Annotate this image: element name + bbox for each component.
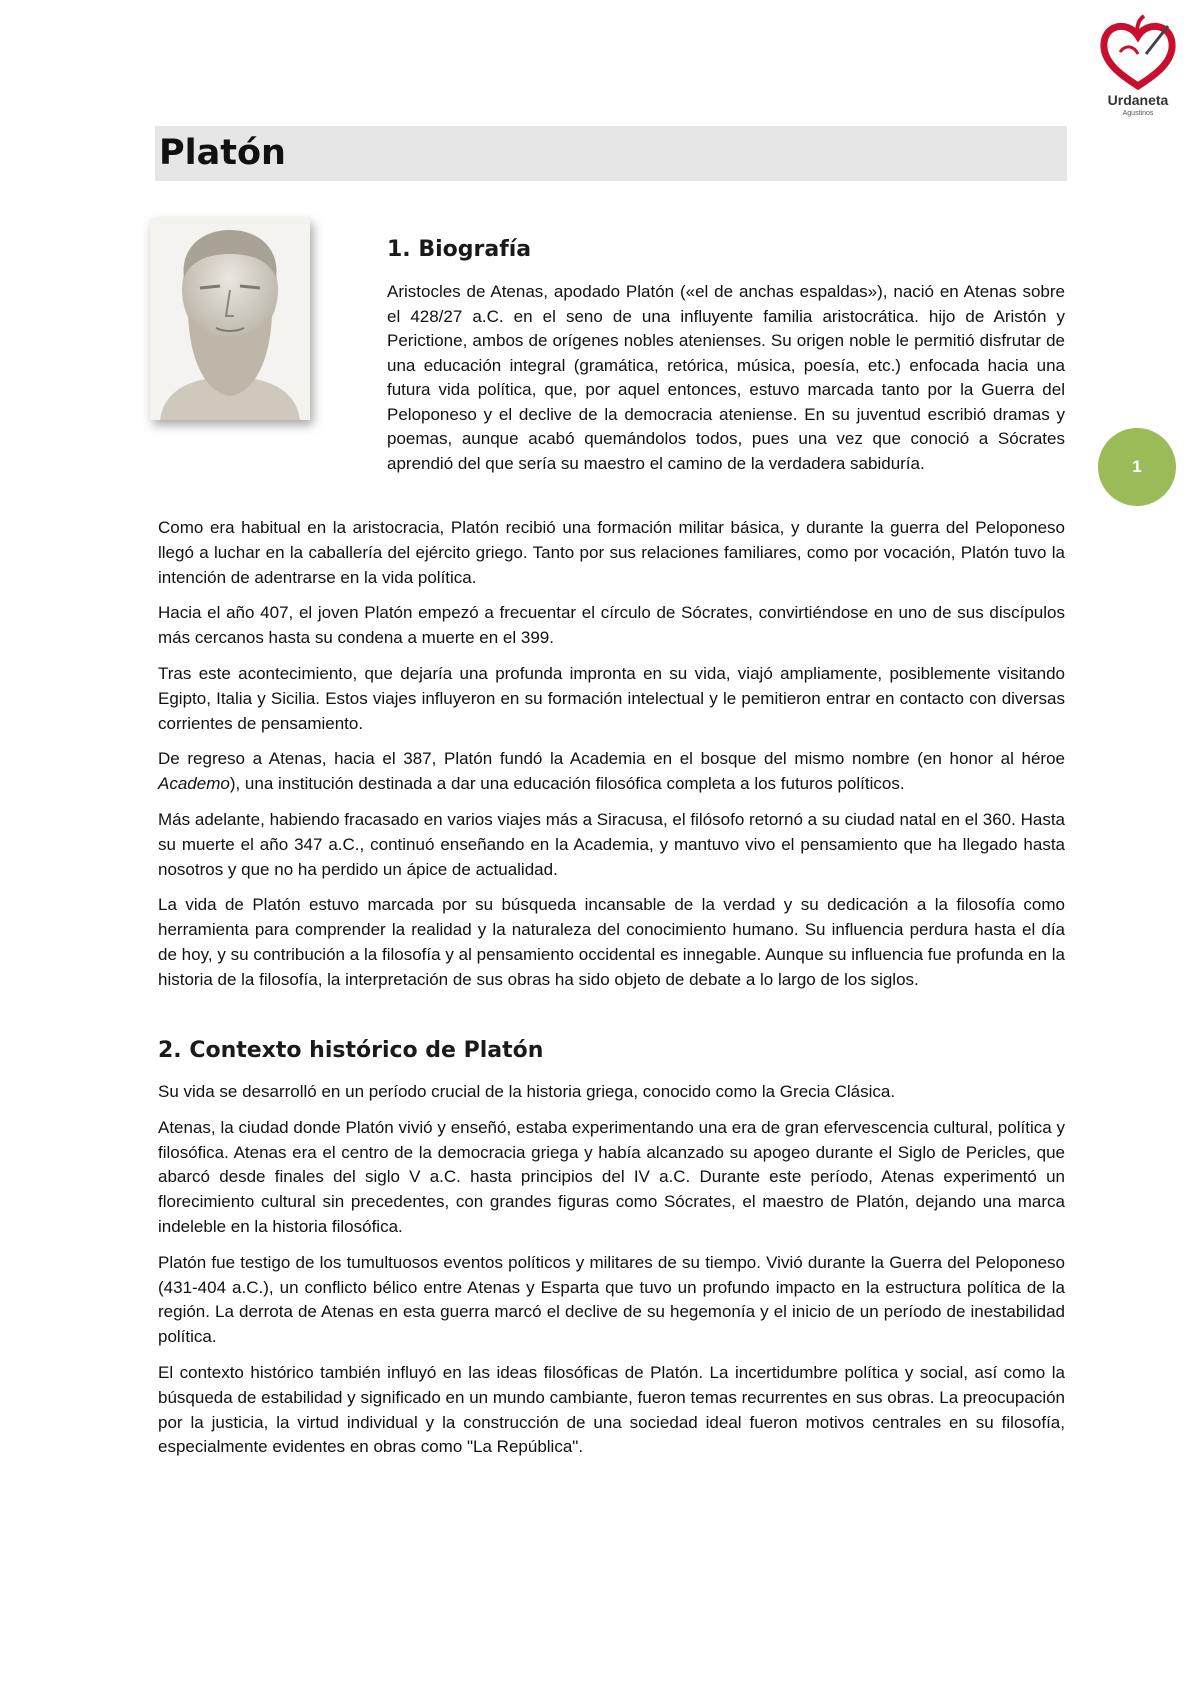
section-heading-biografia: 1. Biografía [387, 237, 532, 262]
paragraph: Hacia el año 407, el joven Platón empezó a frecuentar el círculo de Sócrates, convirtiéndose en uno de sus discípulos más cercanos hasta su condena a muerte en el 399. [158, 603, 1065, 648]
academia-text-after: ), una institución destinada a dar una educación filosófica completa a los futuros políticos. [229, 774, 905, 794]
page-title: Platón [159, 133, 286, 173]
heart-apple-icon [1090, 14, 1186, 92]
biografia-body [158, 516, 1065, 1004]
paragraph: Atenas, la ciudad donde Platón vivió y enseñó, estaba experimentando una era de gran efervescencia cultural, política y filosófica. Atenas era el centro de la democracia griega y había alcanzado su apogeo durante el Siglo de Pericles, que abarcó desde finales del siglo V a.C. hasta principios del IV a.C. Durante este período, Atenas experimentó un florecimiento cultural sin precedentes, con grandes figuras como Sócrates, el maestro de Platón, dejando una marca indeleble en la historia filosófica. [158, 1117, 1065, 1236]
contexto-body [158, 1080, 1065, 1471]
paragraph: La vida de Platón estuvo marcada por su búsqueda incansable de la verdad y su dedicación a la filosofía como herramienta para comprender la realidad y la naturaleza del conocimiento humano. Su influencia perdura hasta el día de hoy, y su contribución a la filosofía y al pensamiento occidental es innegable. Aunque su influencia fue profunda en la historia de la filosofía, la interpretación de sus obras ha sido objeto de debate a lo largo de los siglos. [158, 895, 1065, 989]
paragraph: Como era habitual en la aristocracia, Platón recibió una formación militar básica, y durante la guerra del Peloponeso llegó a luchar en la caballería del ejército griego. Tanto por sus relaciones familiares, como por vocación, Platón tuvo la intención de adentrarse en la vida política. [158, 518, 1065, 587]
paragraph: Tras este acontecimiento, que dejaría una profunda impronta en su vida, viajó ampliamente, posiblemente visitando Egipto, Italia y Sicilia. Estos viajes influyeron en su formación intelectual y le pemitieron entrar en contacto con diversas corrientes de pensamiento. [158, 663, 1065, 733]
urdaneta-logo [1090, 14, 1186, 126]
academia-text-before: De regreso a Atenas, hacia el 387, Platón fundó la Academia en el bosque del mismo nombre (en honor al héroe [158, 749, 1065, 769]
paragraph-academia [158, 747, 1065, 797]
logo-name: Urdaneta [1107, 92, 1169, 108]
paragraph: Más adelante, habiendo fracasado en varios viajes más a Siracusa, el filósofo retornó a su ciudad natal en el 360. Hasta su muerte el año 347 a.C., continuó enseñando en la Academia, y mantuvo vivo el pensamiento que ha llegado hasta nosotros y que no ha perdido un ápice de actualidad. [158, 809, 1065, 879]
paragraph: Platón fue testigo de los tumultuosos eventos políticos y militares de su tiempo. Vivió durante la Guerra del Peloponeso (431-404 a.C.), un conflicto bélico entre Atenas y Esparta que tuvo un profundo impacto en la estructura política de la región. La derrota de Atenas en esta guerra marcó el declive de su hegemonía y el inicio de un período de inestabilidad política. [158, 1252, 1065, 1347]
paragraph: Su vida se desarrolló en un período crucial de la historia griega, conocido como la Grecia Clásica. [158, 1082, 896, 1101]
biografia-intro: Aristocles de Atenas, apodado Platón («el de anchas espaldas»), nació en Atenas sobre el 428/27 a.C. en el seno de una influyente familia aristocrática. hijo de Aristón y Perictione, ambos de orígenes nobles atenienses. Su origen noble le permitió disfrutar de una educación integral (gramática, retórica, música, poesía, etc.) enfocada hacia una futura vida política, que, por aquel entonces, estuvo marcada tanto por la Guerra del Peloponeso y el declive de la democracia ateniense. En su juventud escribió dramas y poemas, aunque acabó quemándolos todos, pues una vez que conoció a Sócrates aprendió del que sería su maestro el camino de la verdadera sabiduría. [387, 282, 1065, 473]
academia-italic: Academo [158, 774, 230, 794]
logo-subtitle: Agustinos [1122, 110, 1154, 117]
page-number-badge: 1 [1098, 428, 1176, 506]
section-heading-contexto: 2. Contexto histórico de Platón [158, 1038, 544, 1063]
plato-portrait [150, 218, 310, 420]
paragraph: El contexto histórico también influyó en las ideas filosóficas de Platón. La incertidumbre política y social, así como la búsqueda de estabilidad y significado en un mundo cambiante, fueron temas recurrentes en sus obras. La preocupación por la justicia, la virtud individual y la construcción de una sociedad ideal fueron motivos centrales en su filosofía, especialmente evidentes en obras como "La República". [158, 1362, 1065, 1457]
title-bar [155, 126, 1067, 181]
